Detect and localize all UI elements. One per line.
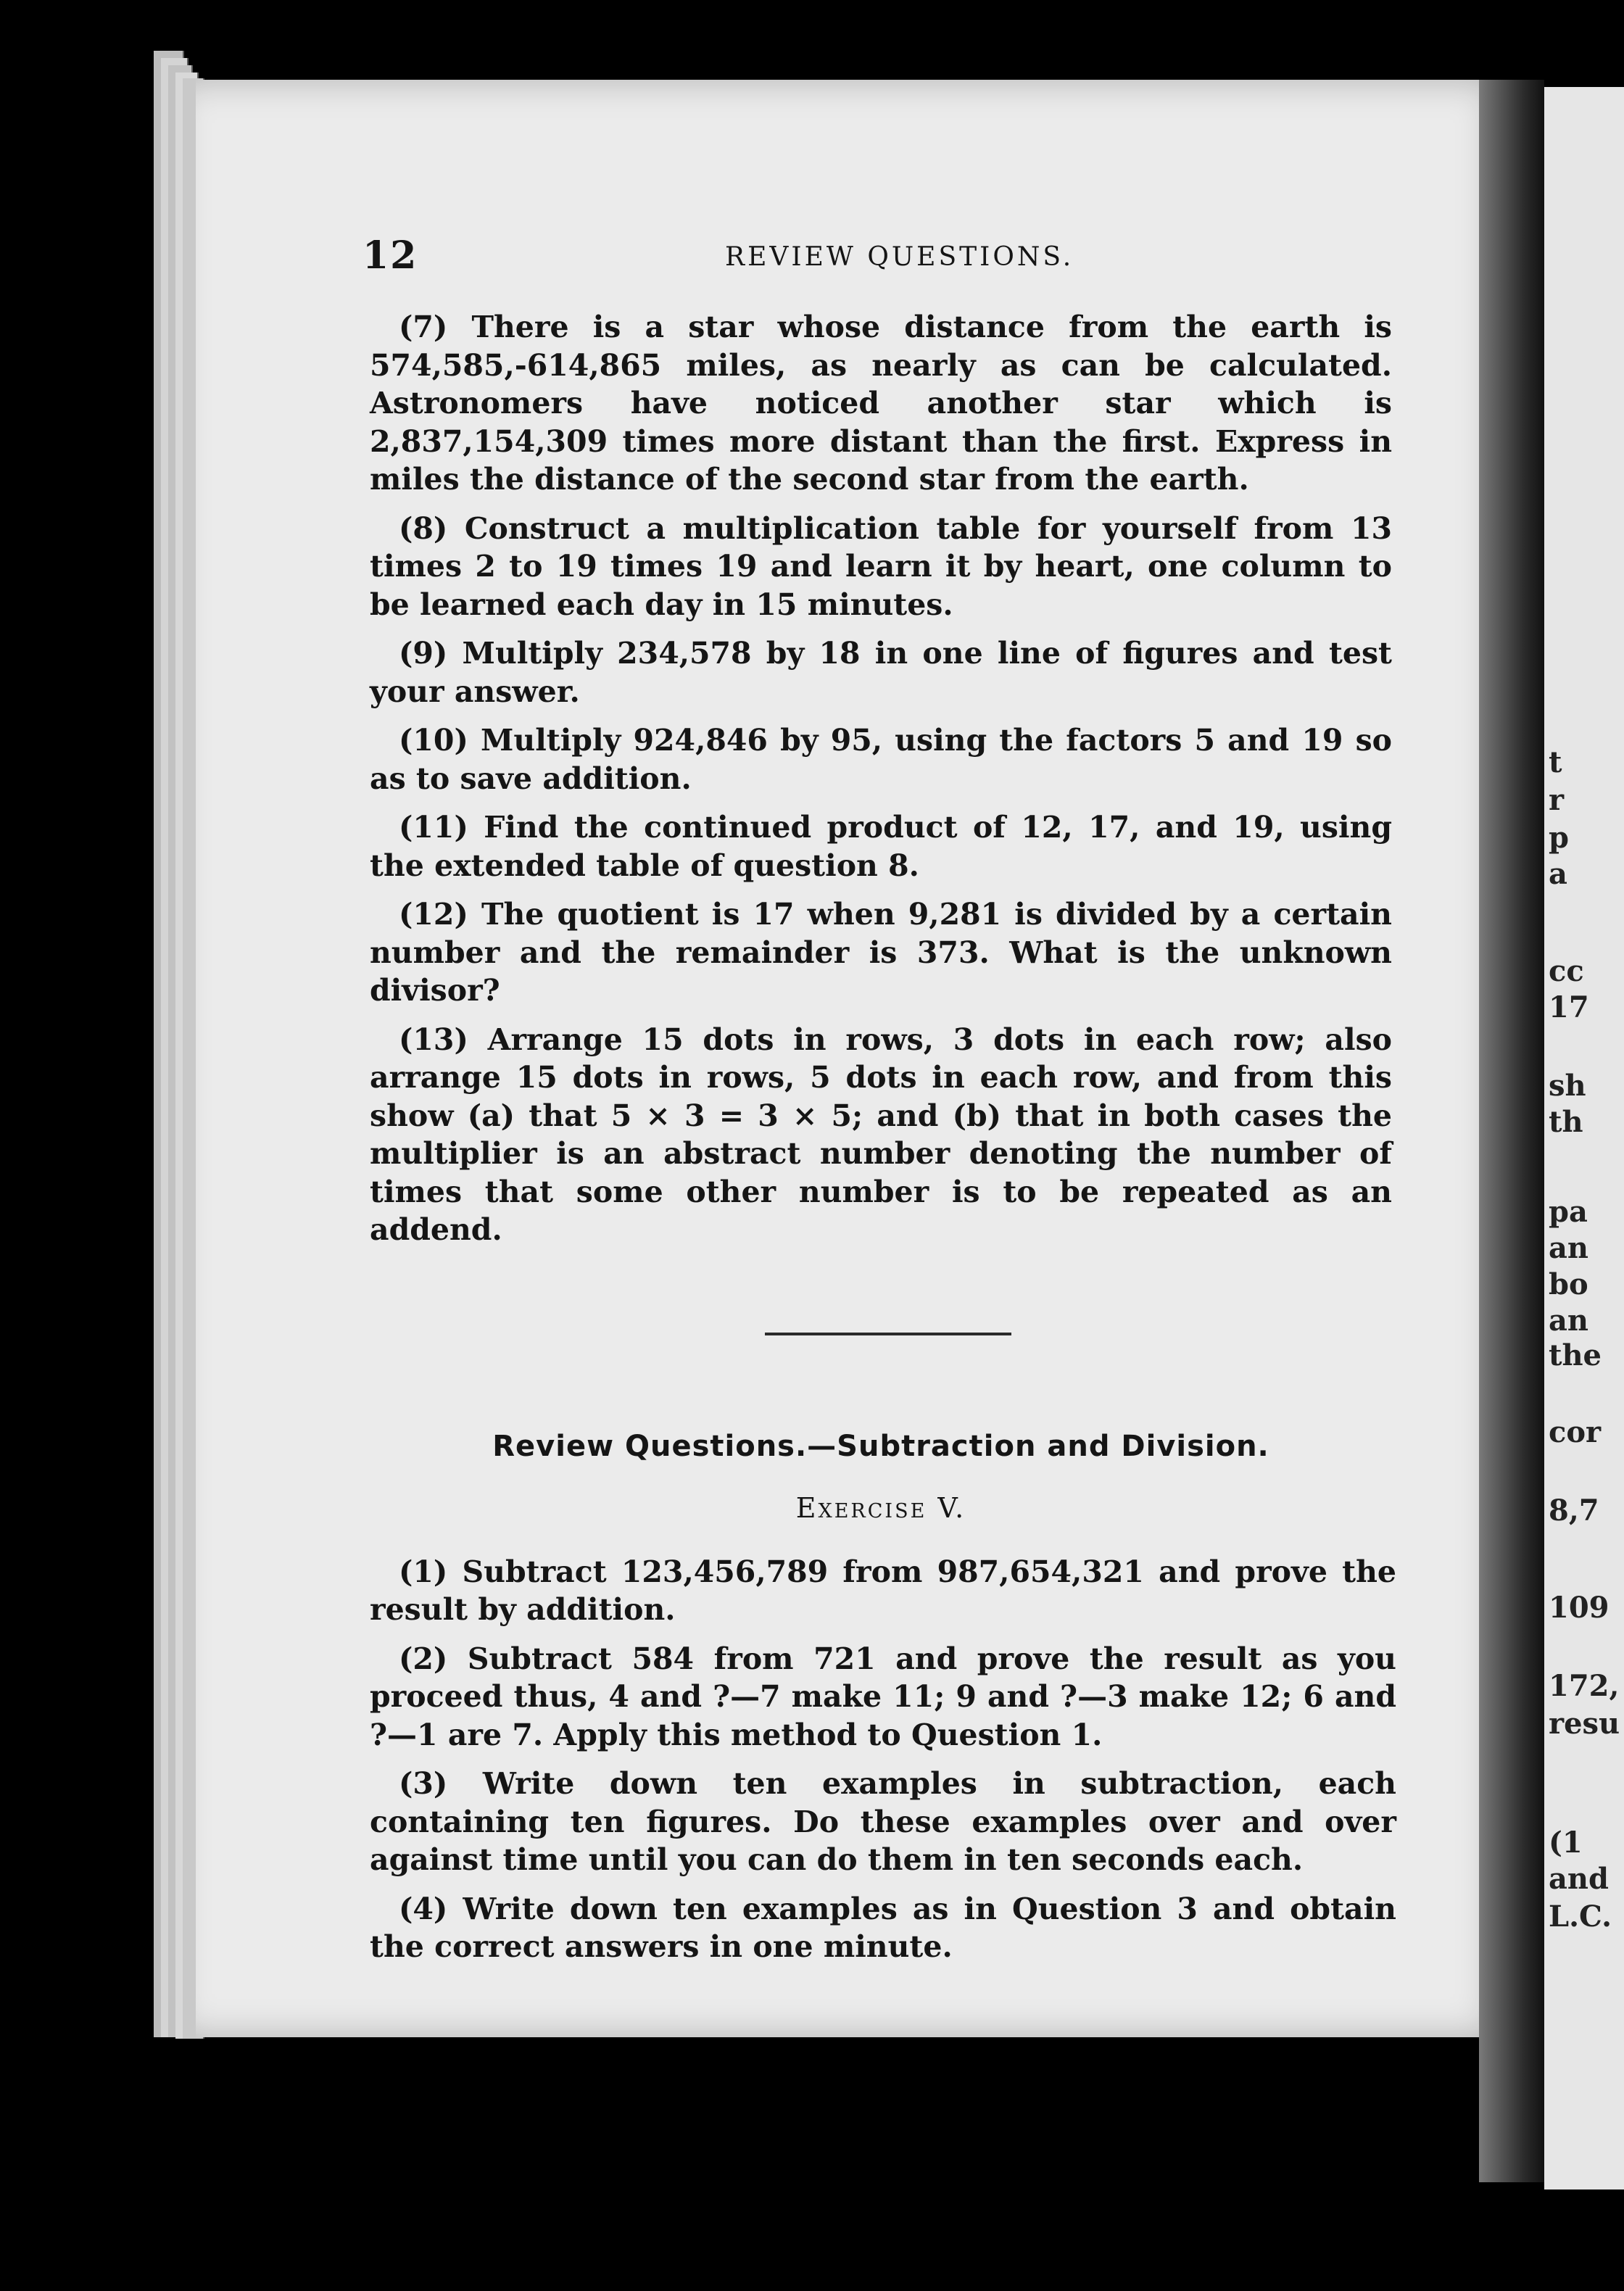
section-title: Review Questions.—Subtraction and Division. bbox=[492, 1429, 1269, 1463]
question-8: (8) Construct a multiplication table for yourself from 13 times 2 to 19 times 19 and learn it by heart, one column to be learned each day in 15 minutes. bbox=[370, 510, 1392, 622]
facing-page-text: 172, bbox=[1549, 1669, 1620, 1703]
exercise-question-2: (2) Subtract 584 from 721 and prove the result as you proceed thus, 4 and ?—7 make 11; 9 and ?—3 make 12; 6 and ?—1 are 7. Apply this method to Question 1. bbox=[370, 1641, 1396, 1752]
page-number: 12 bbox=[362, 233, 418, 278]
facing-page-text: a bbox=[1549, 857, 1567, 891]
facing-page-text: and bbox=[1549, 1862, 1609, 1896]
facing-page-text: bo bbox=[1549, 1267, 1588, 1301]
exercise-question-1: (1) Subtract 123,456,789 from 987,654,321 and prove the result by addition. bbox=[370, 1554, 1396, 1627]
question-7: (7) There is a star whose distance from the earth is 574,585,-614,865 miles, as nearly as can be calculated. Astronomers have noticed another star which is 2,837,154,309 times more distant than the first. Express in miles the distance of the second star from the earth. bbox=[370, 310, 1392, 497]
running-head: REVIEW QUESTIONS. bbox=[725, 242, 1074, 272]
book-gutter bbox=[1479, 80, 1544, 2182]
facing-page-text: 109 bbox=[1549, 1591, 1610, 1625]
facing-page-text: r bbox=[1549, 783, 1565, 817]
facing-page-text: 8,7 bbox=[1549, 1494, 1599, 1528]
facing-page-text: an bbox=[1549, 1231, 1588, 1265]
question-9: (9) Multiply 234,578 by 18 in one line of figures and test your answer. bbox=[370, 636, 1392, 709]
question-11: (11) Find the continued product of 12, 17, and 19, using the extended table of question 8. bbox=[370, 810, 1392, 883]
question-12: (12) The quotient is 17 when 9,281 is divided by a certain number and the remainder is 373. What is the unknown divisor? bbox=[370, 897, 1392, 1008]
question-10: (10) Multiply 924,846 by 95, using the factors 5 and 19 so as to save addition. bbox=[370, 723, 1392, 796]
page-content bbox=[370, 308, 1396, 1977]
facing-page-fragment bbox=[1544, 87, 1624, 2190]
exercise-heading: Exercise V. bbox=[795, 1491, 966, 1524]
facing-page-text: 17 bbox=[1549, 990, 1589, 1024]
question-13: (13) Arrange 15 dots in rows, 3 dots in each row; also arrange 15 dots in rows, 5 dots in each row, and from this show (a) that 5 × 3 = 3 × 5; and (b) that in both cases the multiplier is an abstract number denoting the number of times that some other number is to be repeated as an addend. bbox=[370, 1022, 1392, 1247]
exercise-question-3: (3) Write down ten examples in subtraction, each containing ten figures. Do these examples over and over against time until you can do them in ten seconds each. bbox=[370, 1766, 1396, 1877]
facing-page-text: cc bbox=[1549, 954, 1584, 988]
facing-page-text: sh bbox=[1549, 1069, 1586, 1103]
facing-page-text: resu bbox=[1549, 1707, 1620, 1741]
facing-page-text: p bbox=[1549, 821, 1569, 855]
facing-page-text: t bbox=[1549, 745, 1562, 779]
facing-page-text: cor bbox=[1549, 1415, 1602, 1449]
facing-page-text: pa bbox=[1549, 1195, 1588, 1229]
facing-page-text: the bbox=[1549, 1338, 1602, 1372]
exercise-question-4: (4) Write down ten examples as in Question 3 and obtain the correct answers in one minute. bbox=[370, 1891, 1396, 1964]
facing-page-text: L.C. bbox=[1549, 1900, 1612, 1934]
facing-page-text: (1 bbox=[1549, 1826, 1583, 1860]
facing-page-text: th bbox=[1549, 1105, 1583, 1139]
section-divider bbox=[765, 1333, 1011, 1335]
facing-page-text: an bbox=[1549, 1304, 1588, 1338]
